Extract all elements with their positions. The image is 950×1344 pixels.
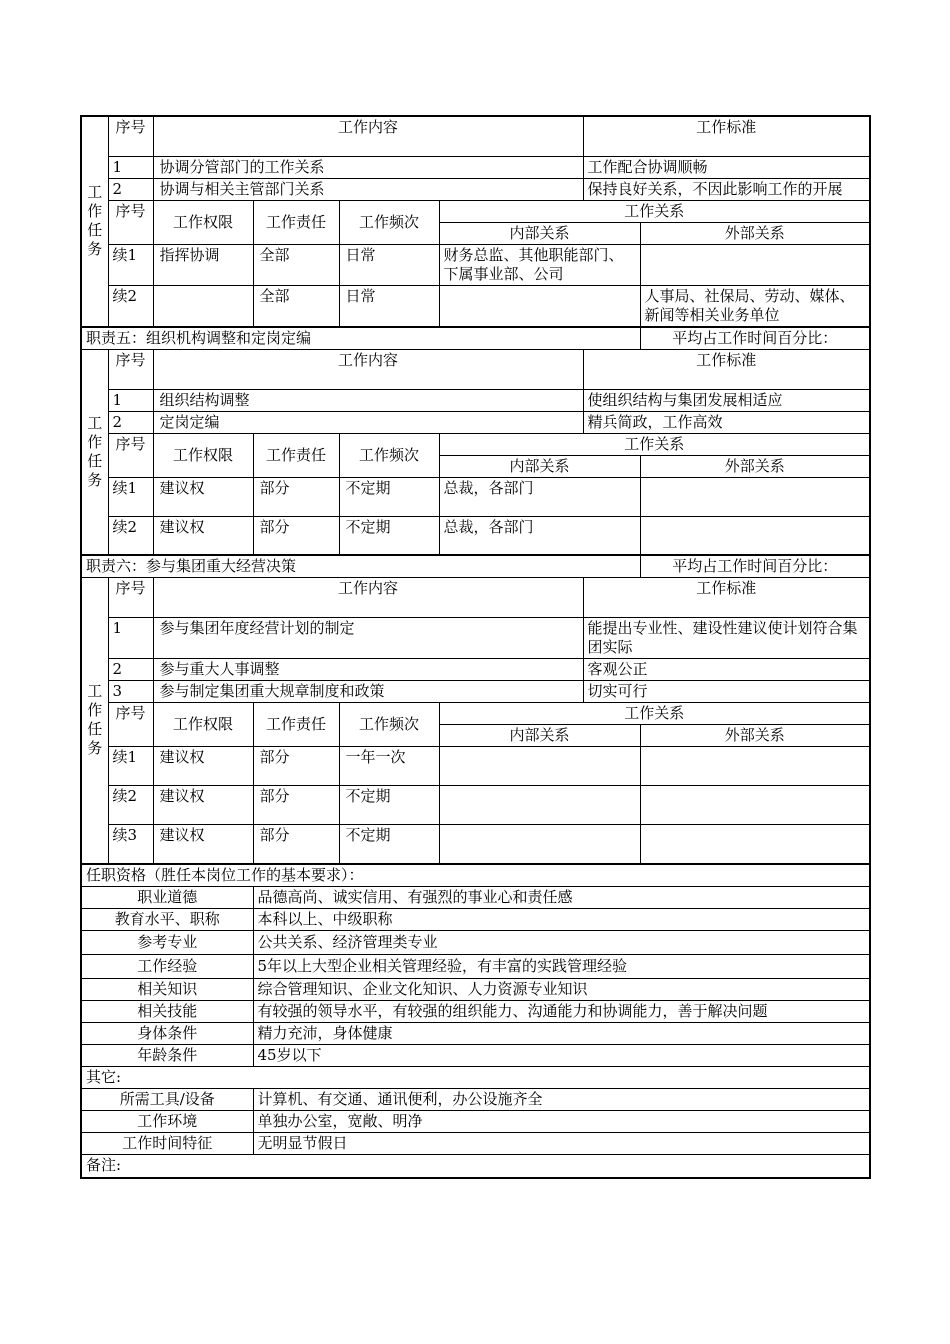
rel-hdr-internal: 内部关系: [439, 455, 640, 477]
rel-external: [640, 244, 870, 285]
form-table: [80, 115, 871, 1179]
rel-external: 人事局、社保局、劳动、媒体、新闻等相关业务单位: [640, 285, 870, 327]
rel-internal: [439, 285, 640, 327]
rel-hdr-no: 序号: [108, 200, 153, 244]
task-no: 3: [108, 681, 153, 703]
rel-hdr-internal: 内部关系: [439, 725, 640, 747]
task-content: 参与制定集团重大规章制度和政策: [153, 681, 583, 703]
rel-no: 续2: [108, 786, 153, 825]
task-content: 参与重大人事调整: [153, 659, 583, 681]
hdr-no: 序号: [108, 116, 153, 156]
rel-no: 续1: [108, 477, 153, 516]
rel-authority: [153, 285, 253, 327]
rel-external: [640, 477, 870, 516]
rel-hdr-relation: 工作关系: [439, 200, 870, 222]
task-no: 1: [108, 618, 153, 659]
qual-value: 综合管理知识、企业文化知识、人力资源专业知识: [253, 978, 870, 1000]
task-standard: 工作配合协调顺畅: [583, 156, 870, 178]
rel-responsibility: 部分: [253, 747, 339, 786]
rel-internal: [439, 747, 640, 786]
rel-responsibility: 全部: [253, 244, 339, 285]
rel-internal: [439, 825, 640, 864]
qual-value: 品德高尚、诚实信用、有强烈的事业心和责任感: [253, 886, 870, 908]
rel-hdr-external: 外部关系: [640, 725, 870, 747]
section-side-label: 工作任务: [81, 578, 108, 864]
rel-hdr-frequency: 工作频次: [339, 433, 439, 477]
hdr-no: 序号: [108, 578, 153, 618]
qual-value: 45岁以下: [253, 1044, 870, 1066]
rel-no: 续2: [108, 285, 153, 327]
rel-hdr-relation: 工作关系: [439, 703, 870, 725]
qual-value: 公共关系、经济管理类专业: [253, 930, 870, 954]
qual-value: 本科以上、中级职称: [253, 908, 870, 930]
rel-hdr-relation: 工作关系: [439, 433, 870, 455]
qual-label: 相关知识: [81, 978, 253, 1000]
task-content: 参与集团年度经营计划的制定: [153, 618, 583, 659]
hdr-content: 工作内容: [153, 349, 583, 389]
task-standard: 能提出专业性、建设性建议使计划符合集团实际: [583, 618, 870, 659]
task-no: 2: [108, 659, 153, 681]
qual-value: 精力充沛，身体健康: [253, 1022, 870, 1044]
task-no: 2: [108, 411, 153, 433]
qual-label: 工作经验: [81, 954, 253, 978]
rel-responsibility: 部分: [253, 825, 339, 864]
task-standard: 使组织结构与集团发展相适应: [583, 389, 870, 411]
section-side-label: 工作任务: [81, 116, 108, 327]
time-percentage-label: 平均占工作时间百分比：: [640, 555, 870, 578]
section-title: 职责六：参与集团重大经营决策: [81, 555, 640, 578]
rel-no: 续1: [108, 244, 153, 285]
rel-internal: 总裁，各部门: [439, 516, 640, 555]
rel-frequency: 不定期: [339, 786, 439, 825]
remarks: 备注:: [81, 1154, 870, 1178]
hdr-content: 工作内容: [153, 578, 583, 618]
rel-authority: 建议权: [153, 516, 253, 555]
rel-external: [640, 786, 870, 825]
qual-label: 年龄条件: [81, 1044, 253, 1066]
rel-external: [640, 825, 870, 864]
section-title: 职责五：组织机构调整和定岗定编: [81, 327, 640, 350]
task-content: 协调分管部门的工作关系: [153, 156, 583, 178]
rel-authority: 建议权: [153, 825, 253, 864]
task-content: 定岗定编: [153, 411, 583, 433]
task-content: 协调与相关主管部门关系: [153, 178, 583, 200]
rel-responsibility: 部分: [253, 786, 339, 825]
hdr-standard: 工作标准: [583, 116, 870, 156]
other-value: 计算机、有交通、通讯便利，办公设施齐全: [253, 1088, 870, 1110]
other-value: 无明显节假日: [253, 1132, 870, 1154]
task-no: 2: [108, 178, 153, 200]
section-side-label: 工作任务: [81, 349, 108, 555]
qual-value: 5年以上大型企业相关管理经验，有丰富的实践管理经验: [253, 954, 870, 978]
qual-label: 参考专业: [81, 930, 253, 954]
task-no: 1: [108, 156, 153, 178]
qual-label: 相关技能: [81, 1000, 253, 1022]
rel-internal: 总裁，各部门: [439, 477, 640, 516]
other-label: 工作环境: [81, 1110, 253, 1132]
rel-hdr-frequency: 工作频次: [339, 703, 439, 747]
rel-authority: 建议权: [153, 786, 253, 825]
other-value: 单独办公室，宽敞、明净: [253, 1110, 870, 1132]
qual-value: 有较强的领导水平，有较强的组织能力、沟通能力和协调能力，善于解决问题: [253, 1000, 870, 1022]
task-standard: 客观公正: [583, 659, 870, 681]
task-no: 1: [108, 389, 153, 411]
other-label: 所需工具/设备: [81, 1088, 253, 1110]
rel-hdr-no: 序号: [108, 433, 153, 477]
hdr-standard: 工作标准: [583, 578, 870, 618]
qualifications-title: 任职资格（胜任本岗位工作的基本要求）：: [81, 864, 870, 887]
rel-no: 续1: [108, 747, 153, 786]
task-content: 组织结构调整: [153, 389, 583, 411]
rel-frequency: 不定期: [339, 477, 439, 516]
qual-label: 职业道德: [81, 886, 253, 908]
rel-authority: 建议权: [153, 477, 253, 516]
rel-external: [640, 516, 870, 555]
other-label: 工作时间特征: [81, 1132, 253, 1154]
qual-label: 身体条件: [81, 1022, 253, 1044]
rel-frequency: 日常: [339, 285, 439, 327]
rel-authority: 建议权: [153, 747, 253, 786]
hdr-content: 工作内容: [153, 116, 583, 156]
rel-responsibility: 部分: [253, 477, 339, 516]
rel-hdr-responsibility: 工作责任: [253, 703, 339, 747]
rel-frequency: 一年一次: [339, 747, 439, 786]
rel-hdr-authority: 工作权限: [153, 433, 253, 477]
rel-hdr-responsibility: 工作责任: [253, 200, 339, 244]
rel-responsibility: 全部: [253, 285, 339, 327]
rel-hdr-external: 外部关系: [640, 222, 870, 244]
rel-hdr-frequency: 工作频次: [339, 200, 439, 244]
rel-authority: 指挥协调: [153, 244, 253, 285]
rel-hdr-external: 外部关系: [640, 455, 870, 477]
rel-internal: 财务总监、其他职能部门、下属事业部、公司: [439, 244, 640, 285]
rel-hdr-authority: 工作权限: [153, 703, 253, 747]
rel-no: 续2: [108, 516, 153, 555]
rel-internal: [439, 786, 640, 825]
qual-label: 教育水平、职称: [81, 908, 253, 930]
rel-hdr-internal: 内部关系: [439, 222, 640, 244]
task-standard: 切实可行: [583, 681, 870, 703]
rel-no: 续3: [108, 825, 153, 864]
rel-responsibility: 部分: [253, 516, 339, 555]
hdr-standard: 工作标准: [583, 349, 870, 389]
hdr-no: 序号: [108, 349, 153, 389]
rel-hdr-no: 序号: [108, 703, 153, 747]
task-standard: 精兵简政，工作高效: [583, 411, 870, 433]
job-description-form: [80, 115, 871, 1179]
rel-hdr-authority: 工作权限: [153, 200, 253, 244]
other-title: 其它:: [81, 1066, 870, 1088]
task-standard: 保持良好关系，不因此影响工作的开展: [583, 178, 870, 200]
time-percentage-label: 平均占工作时间百分比：: [640, 327, 870, 350]
rel-hdr-responsibility: 工作责任: [253, 433, 339, 477]
rel-external: [640, 747, 870, 786]
rel-frequency: 日常: [339, 244, 439, 285]
rel-frequency: 不定期: [339, 825, 439, 864]
rel-frequency: 不定期: [339, 516, 439, 555]
